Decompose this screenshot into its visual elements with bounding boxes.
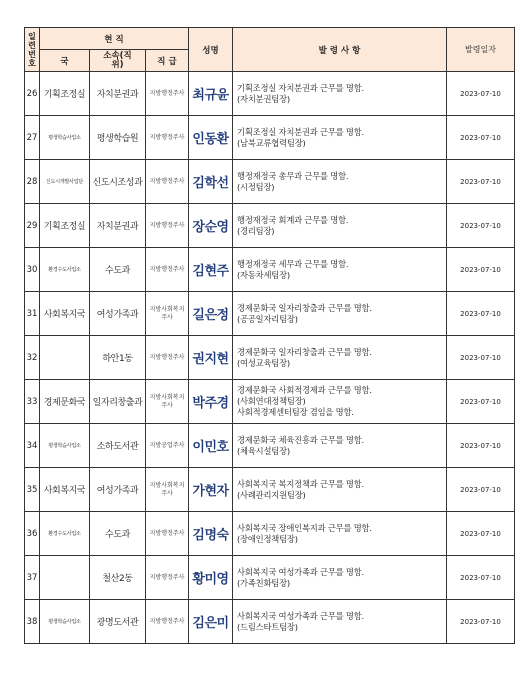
bureau-cell: 평생학습사업소	[40, 116, 90, 160]
appointment-date: 2023-07-10	[447, 204, 515, 248]
bureau-cell: 사회복지국	[40, 292, 90, 336]
grade-cell: 지방사회복지주사	[146, 292, 189, 336]
serial-number: 33	[25, 380, 40, 424]
header-date: 발령일자	[447, 28, 515, 72]
unit-cell: 광명도서관	[90, 600, 146, 644]
header-name: 성명	[189, 28, 233, 72]
table-row	[25, 72, 515, 116]
header-serial-number-label: 일련번호	[28, 31, 36, 68]
appointment-note	[233, 160, 447, 204]
bureau-cell: 평생학습사업소	[40, 424, 90, 468]
note-line: 기획조정실 자치분권과 근무를 명함.	[237, 82, 364, 93]
grade-cell: 지방행정주사	[146, 72, 189, 116]
appointment-date: 2023-07-10	[447, 512, 515, 556]
unit-cell: 자치분권과	[90, 72, 146, 116]
table-row	[25, 248, 515, 292]
unit-cell: 여성가족과	[90, 468, 146, 512]
note-line: 경제문화국 체육진흥과 근무를 명함.	[237, 434, 364, 445]
bureau-cell: 평생학습사업소	[40, 600, 90, 644]
appointment-date: 2023-07-10	[447, 160, 515, 204]
grade-cell: 지방행정주사	[146, 556, 189, 600]
unit-cell: 일자리창출과	[90, 380, 146, 424]
table-row	[25, 380, 515, 424]
note-line: 경제문화국 사회적경제과 근무를 명함.	[237, 385, 372, 395]
table-row	[25, 160, 515, 204]
grade-cell: 지방공업주사	[146, 424, 189, 468]
person-name: 가현자	[189, 468, 233, 512]
serial-number: 37	[25, 556, 40, 600]
appointment-note	[233, 248, 447, 292]
note-line: (남북교류협력팀장)	[237, 137, 306, 148]
serial-number: 27	[25, 116, 40, 160]
bureau-cell: 신도시개발사업단	[40, 160, 90, 204]
grade-cell: 지방행정주사	[146, 600, 189, 644]
appointment-date: 2023-07-10	[447, 72, 515, 116]
bureau-cell: 기획조정실	[40, 72, 90, 116]
appointment-date: 2023-07-10	[447, 248, 515, 292]
note-line: (여성교육팀장)	[237, 357, 290, 368]
note-line: 행정재정국 총무과 근무를 명함.	[237, 170, 349, 181]
bureau-cell: 경제문화국	[40, 380, 90, 424]
appointment-date: 2023-07-10	[447, 600, 515, 644]
header-bureau: 국	[40, 50, 90, 72]
table-row	[25, 512, 515, 556]
person-name: 김은미	[189, 600, 233, 644]
table-row	[25, 468, 515, 512]
person-name: 인동환	[189, 116, 233, 160]
note-line: (사례관리지원팀장)	[237, 489, 306, 500]
note-line: (경리팀장)	[237, 225, 275, 236]
person-name: 장순영	[189, 204, 233, 248]
unit-cell: 하안1동	[90, 336, 146, 380]
serial-number: 30	[25, 248, 40, 292]
appointment-note	[233, 204, 447, 248]
person-name: 박주경	[189, 380, 233, 424]
serial-number: 26	[25, 72, 40, 116]
header-current-position: 현 직	[40, 28, 189, 50]
header-appointment-notes: 발 령 사 항	[233, 28, 447, 72]
unit-cell: 철산2동	[90, 556, 146, 600]
appointment-note	[233, 468, 447, 512]
note-line: 경제문화국 일자리창출과 근무를 명함.	[237, 346, 372, 357]
serial-number: 38	[25, 600, 40, 644]
note-line: (공공일자리팀장)	[237, 313, 298, 324]
person-name: 최규윤	[189, 72, 233, 116]
bureau-cell: 사회복지국	[40, 468, 90, 512]
serial-number: 36	[25, 512, 40, 556]
person-name: 이민호	[189, 424, 233, 468]
serial-number: 35	[25, 468, 40, 512]
note-line: (자동차세팀장)	[237, 269, 290, 280]
note-line: 사회복지국 장애인복지과 근무를 명함.	[237, 522, 372, 533]
person-name: 권지현	[189, 336, 233, 380]
grade-cell: 지방사회복지주사	[146, 468, 189, 512]
appointment-table	[24, 27, 515, 644]
appointment-note	[233, 424, 447, 468]
appointment-date: 2023-07-10	[447, 380, 515, 424]
appointment-date: 2023-07-10	[447, 468, 515, 512]
unit-cell: 여성가족과	[90, 292, 146, 336]
note-line: (체육시설팀장)	[237, 445, 290, 456]
appointment-date: 2023-07-10	[447, 424, 515, 468]
grade-cell: 지방사회복지주사	[146, 380, 189, 424]
note-line: 사회복지국 복지정책과 근무를 명함.	[237, 478, 364, 489]
note-line: 사회적경제센터팀장 겸임을 명함.	[237, 407, 354, 417]
unit-cell: 수도과	[90, 512, 146, 556]
appointment-date: 2023-07-10	[447, 116, 515, 160]
grade-cell: 지방행정주사	[146, 116, 189, 160]
unit-cell: 소하도서관	[90, 424, 146, 468]
table-row	[25, 204, 515, 248]
person-name: 김현주	[189, 248, 233, 292]
serial-number: 31	[25, 292, 40, 336]
appointment-note	[233, 72, 447, 116]
grade-cell: 지방행정주사	[146, 248, 189, 292]
note-line: 행정재정국 세무과 근무를 명함.	[237, 258, 349, 269]
serial-number: 32	[25, 336, 40, 380]
appointment-note	[233, 512, 447, 556]
note-line: 사회복지국 여성가족과 근무를 명함.	[237, 610, 364, 621]
appointment-note	[233, 556, 447, 600]
unit-cell: 수도과	[90, 248, 146, 292]
person-name: 김학선	[189, 160, 233, 204]
appointment-date: 2023-07-10	[447, 292, 515, 336]
grade-cell: 지방행정주사	[146, 204, 189, 248]
header-grade: 직 급	[146, 50, 189, 72]
note-line: 경제문화국 일자리창출과 근무를 명함.	[237, 302, 372, 313]
appointment-note	[233, 336, 447, 380]
appointment-note	[233, 600, 447, 644]
note-line: (자치분권팀장)	[237, 93, 290, 104]
table-row	[25, 336, 515, 380]
note-line: (가족친화팀장)	[237, 577, 290, 588]
note-line: (사회연대정책팀장)	[237, 396, 306, 406]
serial-number: 34	[25, 424, 40, 468]
serial-number: 28	[25, 160, 40, 204]
bureau-cell: 환경수도사업소	[40, 248, 90, 292]
person-name: 황미영	[189, 556, 233, 600]
header-serial-number	[25, 28, 40, 72]
person-name: 김명숙	[189, 512, 233, 556]
appointment-date: 2023-07-10	[447, 336, 515, 380]
header-unit	[90, 50, 146, 72]
grade-cell: 지방행정주사	[146, 512, 189, 556]
table-row	[25, 556, 515, 600]
bureau-cell	[40, 336, 90, 380]
table-row	[25, 116, 515, 160]
note-line: (장애인정책팀장)	[237, 533, 298, 544]
note-line: (드림스타트팀장)	[237, 621, 298, 632]
unit-cell: 자치분권과	[90, 204, 146, 248]
grade-cell: 지방행정주사	[146, 160, 189, 204]
header-unit-label: 소속(직위)	[103, 50, 132, 70]
unit-cell: 평생학습원	[90, 116, 146, 160]
serial-number: 29	[25, 204, 40, 248]
note-line: (시정팀장)	[237, 181, 275, 192]
grade-cell: 지방행정주사	[146, 336, 189, 380]
bureau-cell: 기획조정실	[40, 204, 90, 248]
table-row	[25, 424, 515, 468]
note-line: 행정재정국 회계과 근무를 명함.	[237, 214, 349, 225]
appointment-date: 2023-07-10	[447, 556, 515, 600]
bureau-cell	[40, 556, 90, 600]
note-line: 기획조정실 자치분권과 근무를 명함.	[237, 126, 364, 137]
bureau-cell: 환경수도사업소	[40, 512, 90, 556]
appointment-note	[233, 116, 447, 160]
appointment-note	[233, 380, 447, 424]
person-name: 길은정	[189, 292, 233, 336]
appointment-note	[233, 292, 447, 336]
note-line: 사회복지국 여성가족과 근무를 명함.	[237, 566, 364, 577]
table-row	[25, 292, 515, 336]
table-row	[25, 600, 515, 644]
unit-cell: 신도시조성과	[90, 160, 146, 204]
